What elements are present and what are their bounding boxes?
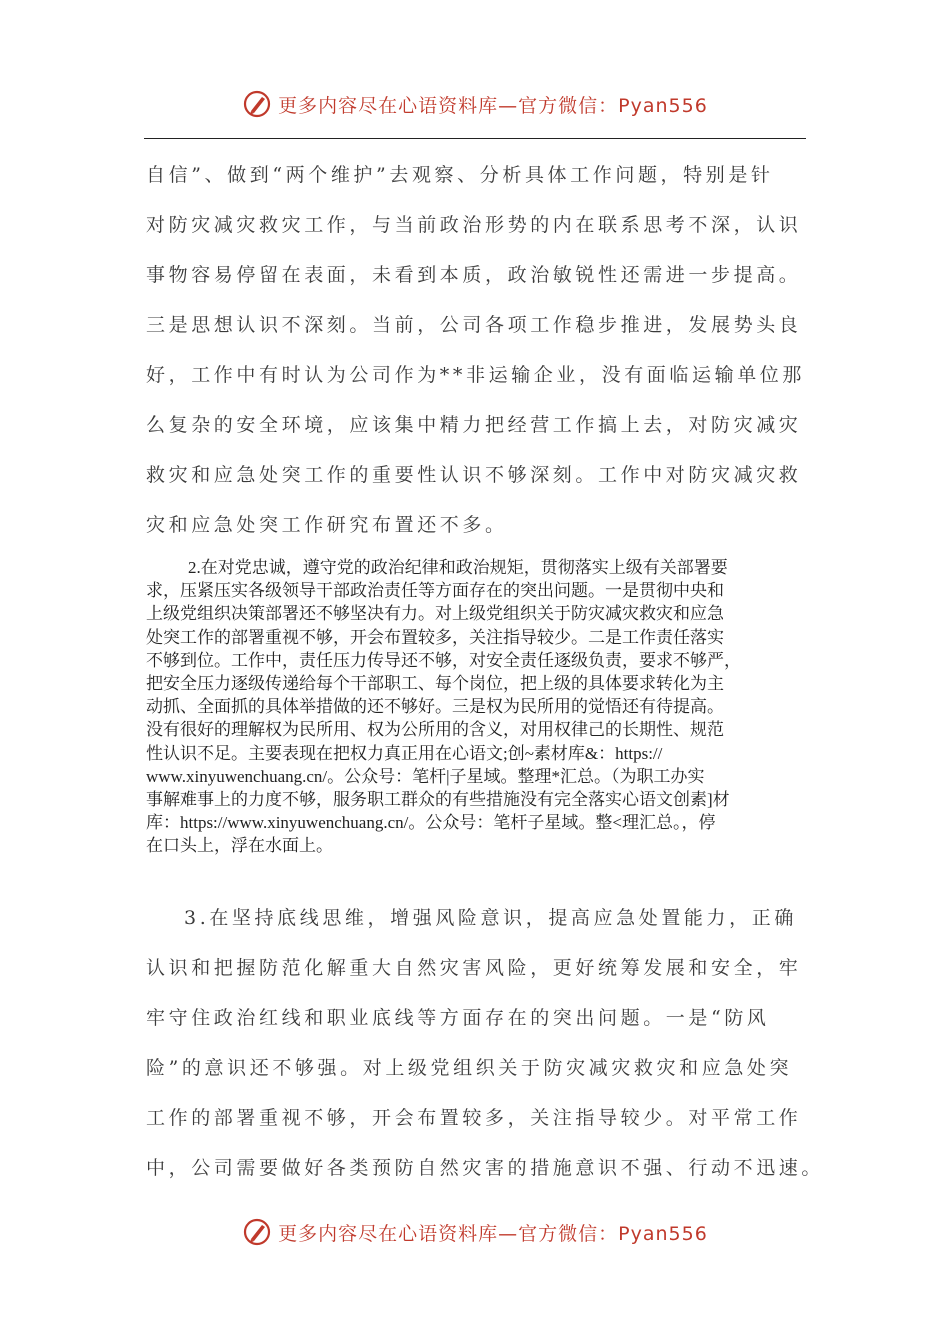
text-line: 中，公司需要做好各类预防自然灾害的措施意识不强、行动不迅速。 [146,1157,825,1179]
footer-banner [0,1212,950,1252]
text-line: 救灾和应急处突工作的重要性认识不够深刻。工作中对防灾减灾救 [146,464,802,486]
footer-banner-text: 更多内容尽在心语资料库—官方微信：Pyan556 [278,1222,708,1245]
pen-logo-icon [242,1217,272,1247]
text-line: 2.在对党忠诚，遵守党的政治纪律和政治规矩，贯彻落实上级有关部署要 [188,558,728,577]
pen-logo-icon [242,89,272,119]
text-line: 求，压紧压实各级领导干部政治责任等方面存在的突出问题。一是贯彻中央和 [146,581,724,601]
paragraph-1 [146,150,806,550]
text-line: 事解难事上的力度不够，服务职工群众的有些措施没有完全落实心语文创素]材 [146,790,730,810]
text-line: 对防灾减灾救灾工作，与当前政治形势的内在联系思考不深，认识 [146,214,802,236]
header-banner [0,84,950,124]
header-banner-text: 更多内容尽在心语资料库—官方微信：Pyan556 [278,94,708,117]
text-line: 灾和应急处突工作研究布置还不多。 [146,514,508,536]
text-line: 处突工作的部署重视不够，开会布置较多，关注指导较少。二是工作责任落实 [146,627,724,647]
text-line: 自信”、做到“两个维护”去观察、分析具体工作问题，特别是针 [146,164,774,186]
text-line: 在口头上，浮在水面上。 [146,836,333,856]
text-line: 事物容易停留在表面，未看到本质，政治敏锐性还需进一步提高。 [146,264,802,286]
text-line: 性认识不足。主要表现在把权力真正用在心语文;创~素材库&：https:// [146,743,663,763]
text-line: 不够到位。工作中，责任压力传导还不够，对安全责任逐级负责，要求不够严， [146,650,741,670]
text-line: 上级党组织决策部署还不够坚决有力。对上级党组织关于防灾减灾救灾和应急 [146,604,724,624]
text-line: 动抓、全面抓的具体举措做的还不够好。三是权为民所用的觉悟还有待提高。 [146,697,724,717]
paragraph-2 [146,556,804,858]
text-line: 3.在坚持底线思维，增强风险意识，提高应急处置能力，正确 [184,907,797,929]
header-divider [144,138,806,139]
text-line: www.xinyuwenchuang.cn/。公众号：笔杆|子星域。整理*汇总。（为职工办实 [146,766,705,786]
text-line: 工作的部署重视不够，开会布置较多，关注指导较少。对平常工作 [146,1107,802,1129]
text-line: 好，工作中有时认为公司作为**非运输企业，没有面临运输单位那 [146,364,806,386]
text-line: 认识和把握防范化解重大自然灾害风险，更好统筹发展和安全，牢 [146,957,802,979]
text-line: 库：https://www.xinyuwenchuang.cn/。公众号：笔杆子星域。整<理汇总。，停 [146,813,716,833]
paragraph-3 [146,893,825,1193]
text-line: 没有很好的理解权为民所用、权为公所用的含义，对用权律己的长期性、规范 [146,720,724,740]
text-line: 牢守住政治红线和职业底线等方面存在的突出问题。一是“防风 [146,1007,770,1029]
text-line: 把安全压力逐级传递给每个干部职工、每个岗位，把上级的具体要求转化为主 [146,674,724,694]
text-line: 三是思想认识不深刻。当前，公司各项工作稳步推进，发展势头良 [146,314,802,336]
text-line: 么复杂的安全环境，应该集中精力把经营工作搞上去，对防灾减灾 [146,414,802,436]
text-line: 险”的意识还不够强。对上级党组织关于防灾减灾救灾和应急处突 [146,1057,793,1079]
